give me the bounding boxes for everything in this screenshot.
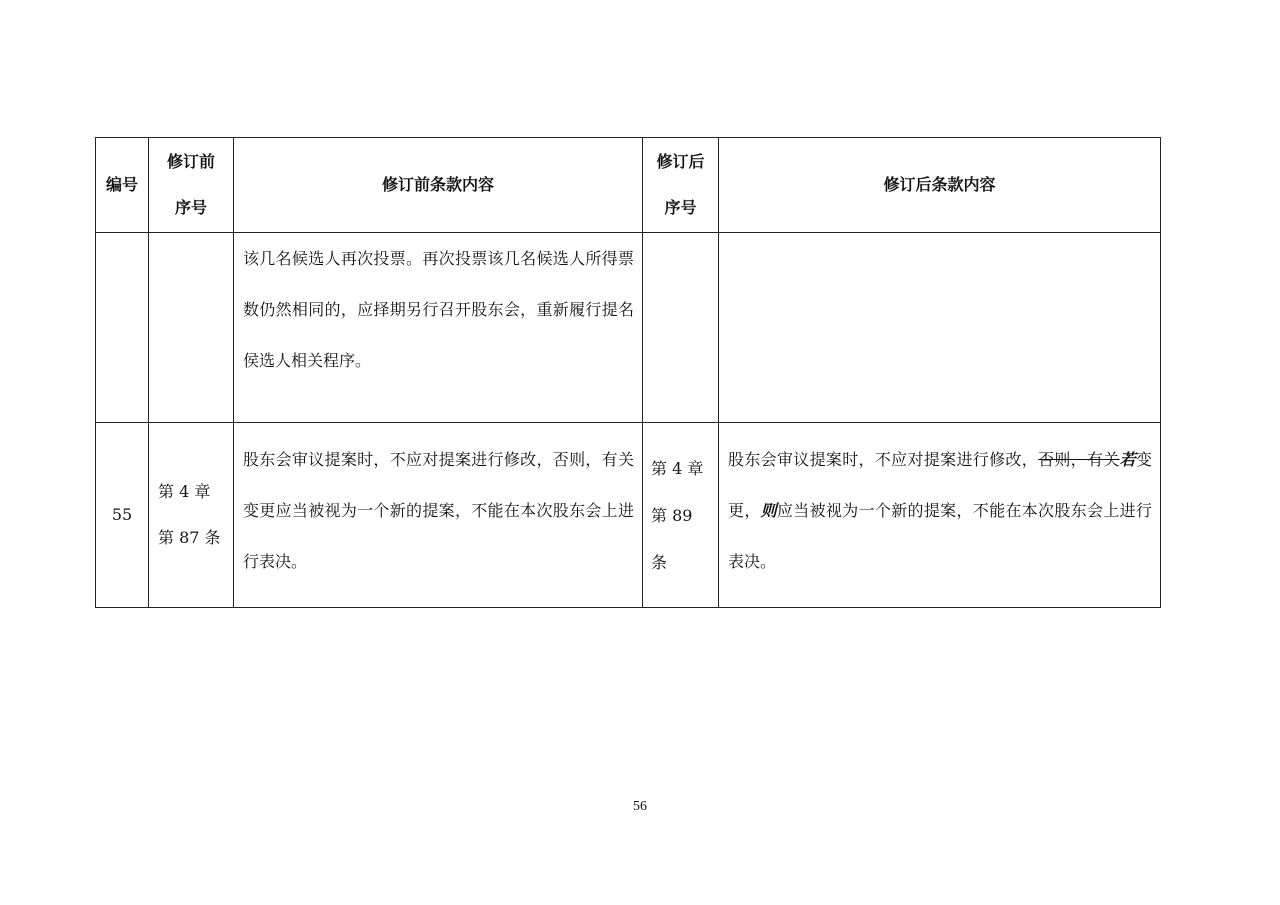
header-no-label: 编号 bbox=[105, 175, 138, 194]
header-new-seq-line2: 序号 bbox=[664, 198, 697, 217]
row55-new-seq-chapter: 第 4 章 bbox=[651, 458, 704, 478]
header-old-seq-line2: 序号 bbox=[174, 198, 207, 217]
page-number: 56 bbox=[633, 799, 647, 814]
header-old-seq-line1: 修订前 bbox=[166, 152, 215, 171]
cont-old-seq-cell bbox=[149, 233, 234, 423]
row55-old-seq-cell bbox=[149, 423, 234, 608]
row55-new-seq-article-suffix: 条 bbox=[651, 552, 668, 572]
row55-new-text-seg3: 应当被视为一个新的提案，不能在本次股东会上进行表决。 bbox=[728, 500, 1152, 571]
row55-old-seq-chapter: 第 4 章 bbox=[158, 482, 211, 501]
row55-new-text-deleted: 否则，有关 bbox=[1038, 449, 1120, 469]
table-row-continuation bbox=[96, 233, 1161, 423]
cont-new-text-cell bbox=[719, 233, 1161, 423]
row55-new-text-cell bbox=[719, 423, 1161, 608]
header-new-text-label: 修订后条款内容 bbox=[883, 175, 996, 194]
row55-new-text-seg1: 股东会审议提案时，不应对提案进行修改， bbox=[728, 449, 1039, 469]
row55-no-cell bbox=[96, 423, 149, 608]
row55-new-text-inserted-1: 若 bbox=[1119, 449, 1136, 469]
row55-no: 55 bbox=[111, 505, 133, 524]
header-new-seq bbox=[643, 138, 719, 233]
header-old-seq bbox=[149, 138, 234, 233]
cont-new-seq-cell bbox=[643, 233, 719, 423]
amendment-table bbox=[95, 137, 1161, 608]
header-new-seq-line1: 修订后 bbox=[656, 152, 705, 171]
row55-new-text bbox=[719, 434, 1160, 597]
header-no bbox=[96, 138, 149, 233]
cont-old-text-cell bbox=[234, 233, 643, 423]
row55-old-seq-article: 第 87 条 bbox=[158, 528, 221, 547]
row55-old-text: 股东会审议提案时，不应对提案进行修改，否则，有关变更应当被视为一个新的提案，不能在本次股东会上进行表决。 bbox=[243, 449, 634, 571]
row55-new-seq-article: 第 89 bbox=[651, 505, 693, 525]
row55-new-text-inserted-2: 则 bbox=[760, 500, 777, 520]
header-new-text bbox=[719, 138, 1161, 233]
row55-old-text-cell bbox=[234, 423, 643, 608]
header-old-text bbox=[234, 138, 643, 233]
cont-old-text: 该几名候选人再次投票。再次投票该几名候选人所得票数仍然相同的，应择期另行召开股东会，重新履行提名侯选人相关程序。 bbox=[243, 249, 634, 370]
cont-no-cell bbox=[96, 233, 149, 423]
row55-new-seq-cell bbox=[643, 423, 719, 608]
row55-new-text-seg2: 变更， bbox=[728, 449, 1152, 520]
table-header-row bbox=[96, 138, 1161, 233]
header-old-text-label: 修订前条款内容 bbox=[381, 175, 494, 194]
table-row-55 bbox=[96, 423, 1161, 608]
